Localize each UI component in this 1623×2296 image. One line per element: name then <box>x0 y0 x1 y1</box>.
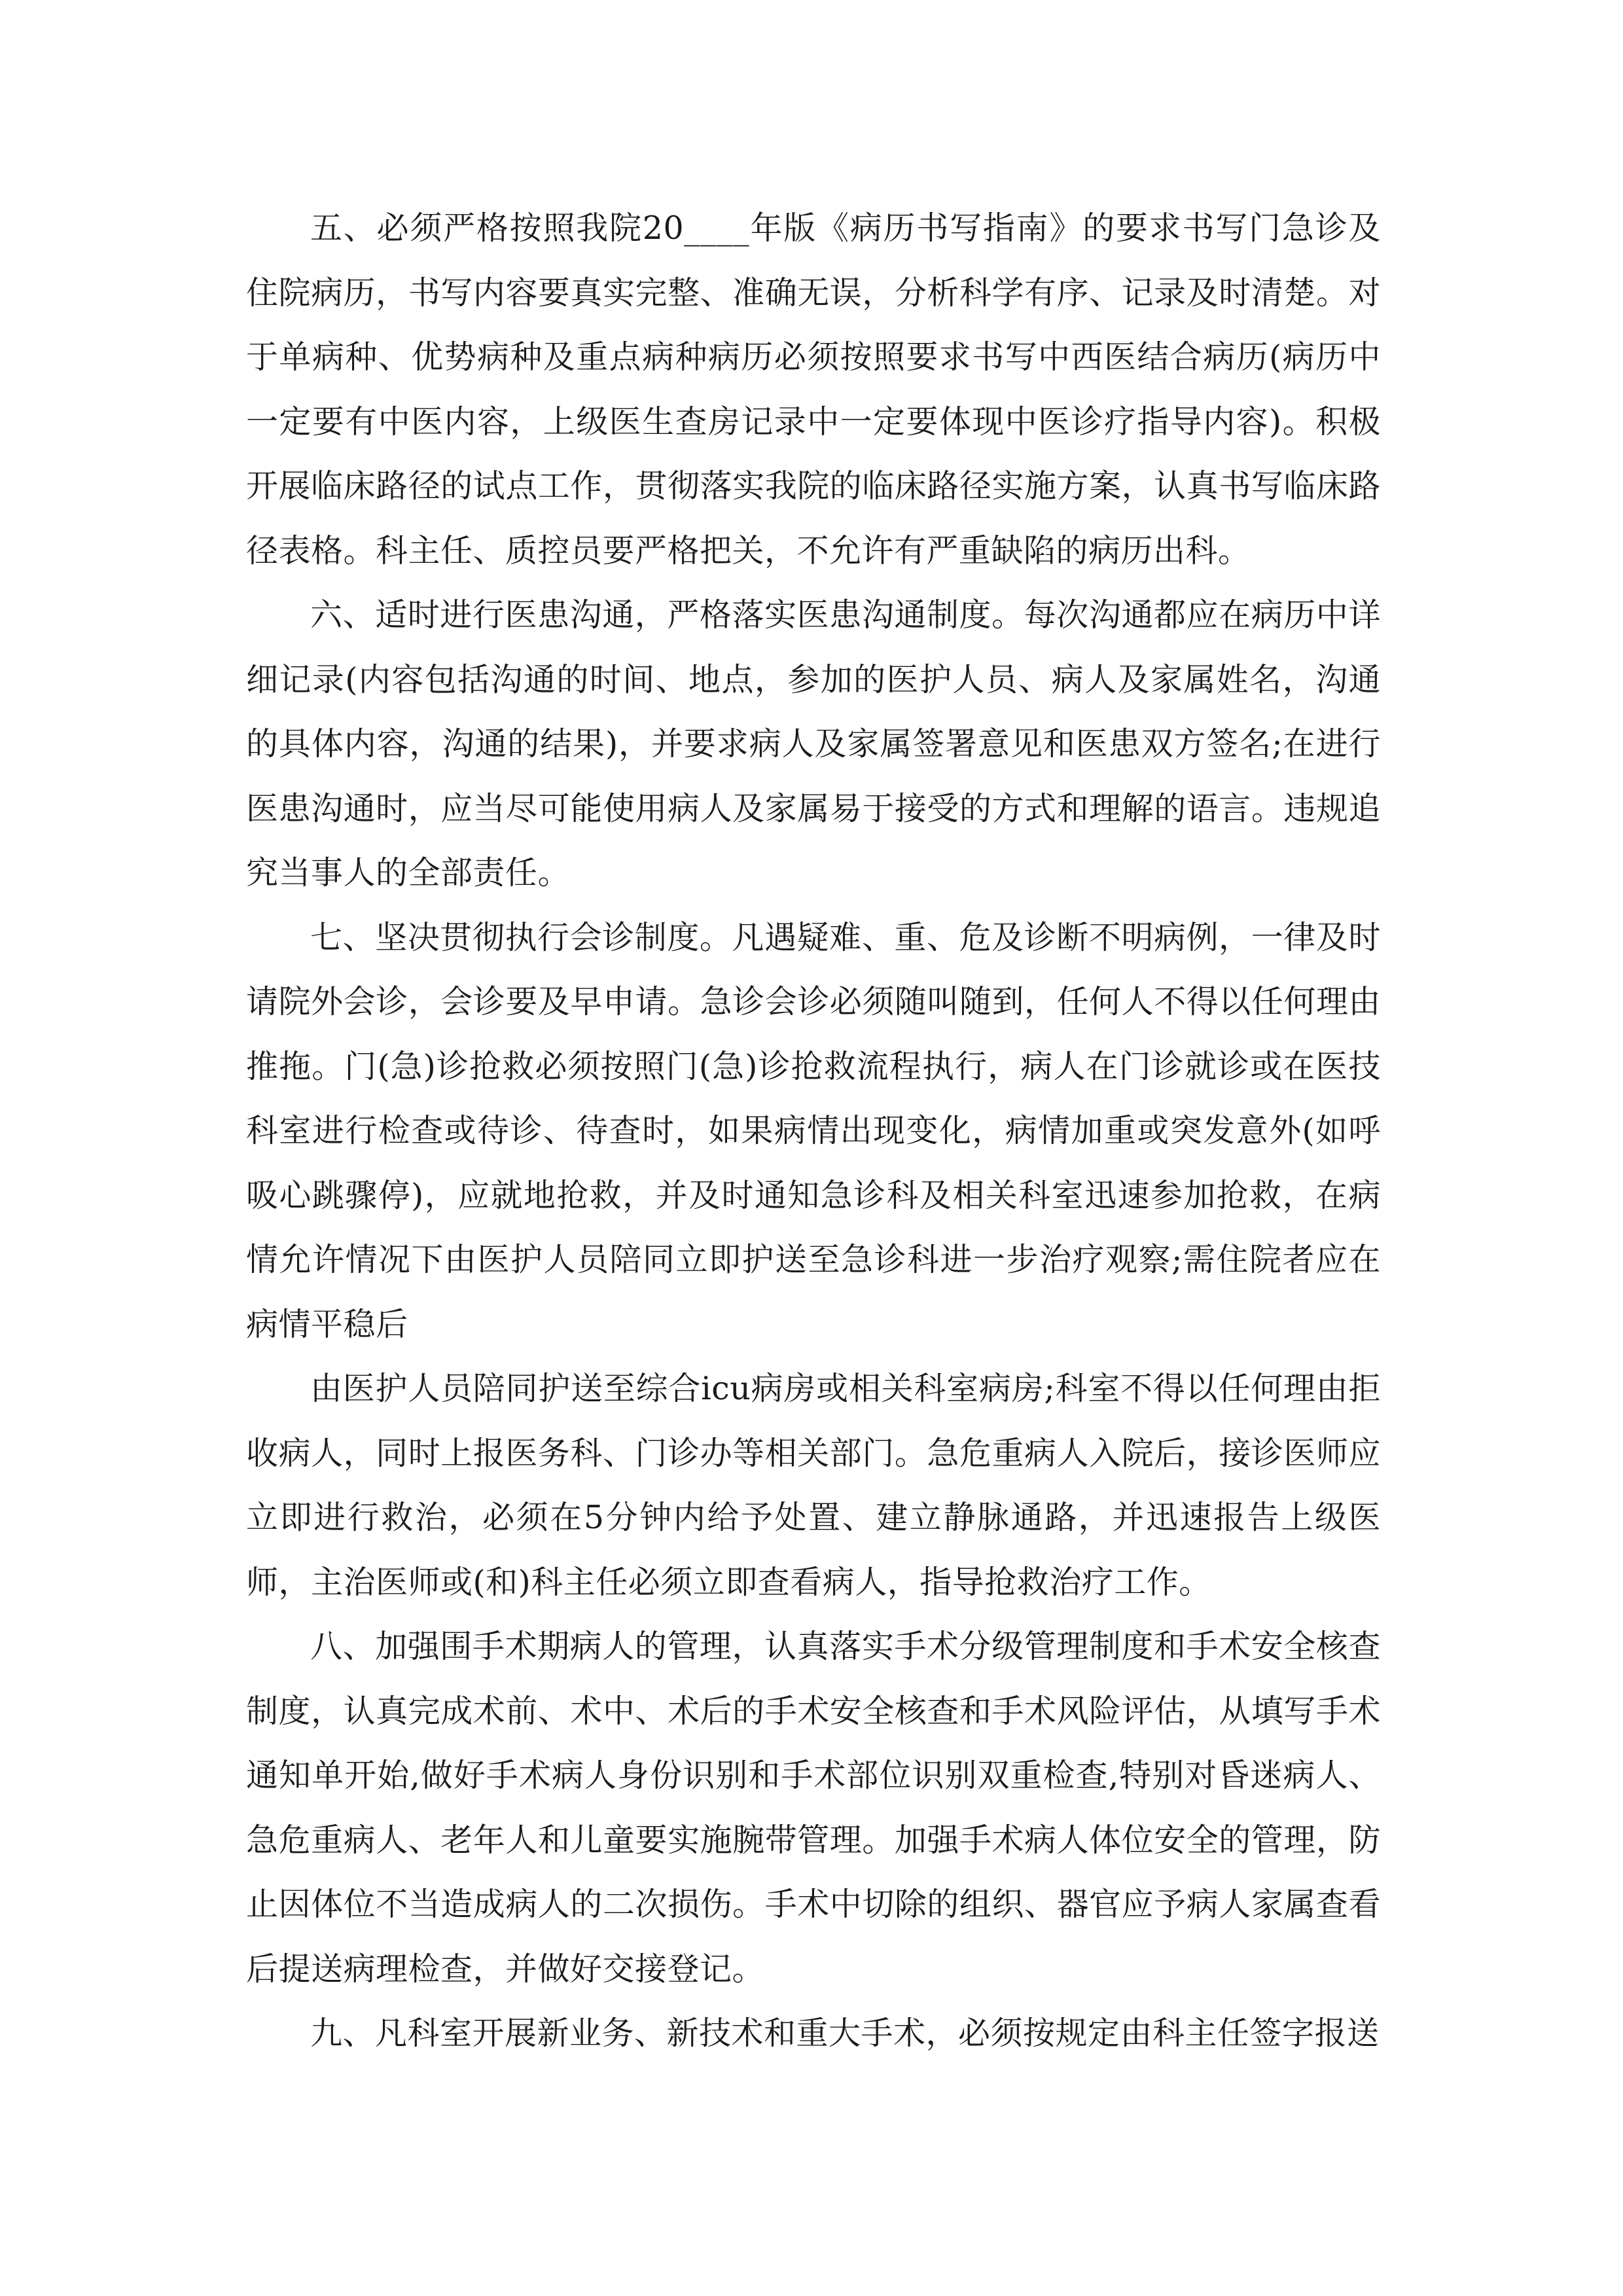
paragraph-section-5: 五、必须严格按照我院20____年版《病历书写指南》的要求书写门急诊及住院病历，书写内容要真实完整、准确无误，分析科学有序、记录及时清楚。对于单病种、优势病种及重点病种病历必须按照要求书写中西医结合病历(病历中一定要有中医内容，上级医生查房记录中一定要体现中医诊疗指导内容)。积极开展临床路径的试点工作，贯彻落实我院的临床路径实施方案，认真书写临床路径表格。科主任、质控员要严格把关，不允许有严重缺陷的病历出科。 <box>246 209 1381 569</box>
paragraph-section-8: 八、加强围手术期病人的管理，认真落实手术分级管理制度和手术安全核查制度，认真完成术前、术中、术后的手术安全核查和手术风险评估，从填写手术通知单开始,做好手术病人身份识别和手术部位识别双重检查,特别对昏迷病人、急危重病人、老年人和儿童要实施腕带管理。加强手术病人体位安全的管理，防止因体位不当造成病人的二次损伤。手术中切除的组织、器官应予病人家属查看后提送病理检查，并做好交接登记。 <box>246 1628 1381 1988</box>
paragraph-section-6: 六、适时进行医患沟通，严格落实医患沟通制度。每次沟通都应在病历中详细记录(内容包括沟通的时间、地点，参加的医护人员、病人及家属姓名，沟通的具体内容，沟通的结果)，并要求病人及家属签署意见和医患双方签名;在进行医患沟通时，应当尽可能使用病人及家属易于接受的方式和理解的语言。违规追究当事人的全部责任。 <box>246 596 1381 891</box>
document-body <box>246 196 1381 2066</box>
paragraph-section-7-continued: 由医护人员陪同护送至综合icu病房或相关科室病房;科室不得以任何理由拒收病人，同时上报医务科、门诊办等相关部门。急危重病人入院后，接诊医师应立即进行救治，必须在5分钟内给予处置、建立静脉通路，并迅速报告上级医师，主治医师或(和)科主任必须立即查看病人，指导抢救治疗工作。 <box>246 1370 1381 1601</box>
paragraph-section-7: 七、坚决贯彻执行会诊制度。凡遇疑难、重、危及诊断不明病例，一律及时请院外会诊，会诊要及早申请。急诊会诊必须随叫随到，任何人不得以任何理由推拖。门(急)诊抢救必须按照门(急)诊抢救流程执行，病人在门诊就诊或在医技科室进行检查或待诊、待查时，如果病情出现变化，病情加重或突发意外(如呼吸心跳骤停)，应就地抢救，并及时通知急诊科及相关科室迅速参加抢救，在病情允许情况下由医护人员陪同立即护送至急诊科进一步治疗观察;需住院者应在病情平稳后 <box>246 918 1381 1343</box>
paragraph-section-9: 九、凡科室开展新业务、新技术和重大手术，必须按规定由科主任签字报送 <box>310 2015 1380 2052</box>
